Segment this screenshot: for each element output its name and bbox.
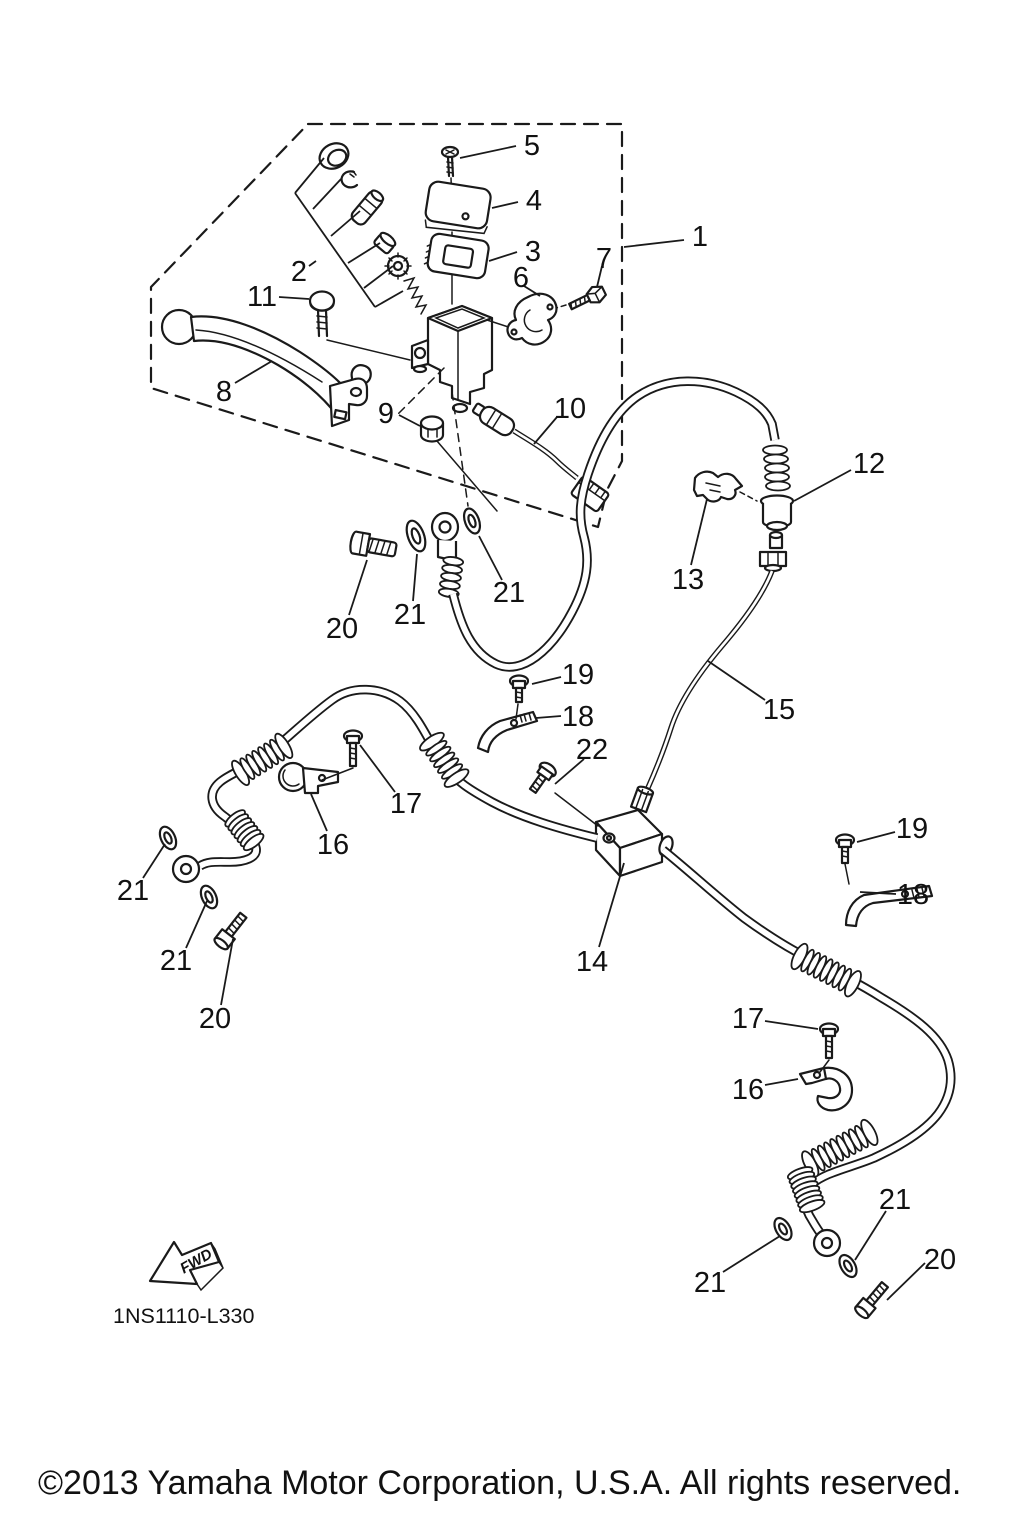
leader-line-part-19 [532,677,561,684]
callout-10-9: 10 [553,393,587,425]
leader-line-part-21 [413,554,417,601]
leader-line-part-4 [492,202,518,208]
callout-1-0: 1 [691,221,709,253]
banjo-joint-top [349,506,483,598]
part-6-handlebar-clamp [507,294,556,345]
spring [404,278,426,314]
leader-line-part-13 [691,499,707,565]
callout-17-24: 17 [731,1003,765,1035]
leader-line-part-8 [235,361,272,383]
callout-20-27: 20 [198,1003,232,1035]
part-16-clamp-right [800,1068,852,1111]
fwd-arrow-icon [150,1242,223,1290]
leader-line-part-15 [708,661,765,700]
callout-6-5: 6 [512,262,530,294]
washer-21-top-right [461,506,483,535]
leader-line-part-12 [794,470,851,501]
part-15-brake-pipe [628,571,772,822]
callout-8-7: 8 [215,376,233,408]
hose-eyelet-top [432,513,458,561]
leader-line-part-2 [295,158,324,193]
part-7-bolt [556,283,608,314]
leader-line-part-21 [855,1211,886,1260]
banjo-joint-left [157,824,250,951]
callout-5-4: 5 [523,130,541,162]
callout-21-20: 21 [393,599,427,631]
callout-19-26: 19 [895,813,929,845]
leader-line-part-1 [624,240,684,247]
part-8-brake-lever [162,310,371,426]
leader-line-part-17 [360,745,395,792]
callout-21-29: 21 [159,945,193,977]
callout-7-6: 7 [595,243,613,275]
callout-21-31: 21 [878,1184,912,1216]
callout-11-10: 11 [246,281,278,313]
hose-corrugation [788,942,864,999]
star-washer [385,253,411,279]
copyright-text: ©2013 Yamaha Motor Corporation, U.S.A. All rights reserved. [38,1464,962,1502]
leader-line-part-2 [364,266,393,288]
part-2-cylinder-kit [315,138,426,314]
leader-line-part-14 [599,863,624,947]
leader-line-part-21 [723,1236,780,1272]
leader-line-part-2 [313,179,341,209]
part-13-clip [694,472,757,502]
callout-21-32: 21 [693,1267,727,1299]
callout-14-13: 14 [575,946,609,978]
part-3-diaphragm-plate [424,232,490,279]
callout-22-22: 22 [575,734,609,766]
leader-line-part-20 [887,1263,925,1300]
leader-line-part-5 [460,146,516,158]
part-17-bolt-right [820,1024,838,1073]
callout-12-11: 12 [852,448,886,480]
part-10-brake-switch [470,400,609,513]
callout-17-16: 17 [389,788,423,820]
part-20-union-bolt-right [853,1280,891,1321]
callout-16-15: 16 [316,829,350,861]
callout-15-14: 15 [762,694,796,726]
hose-neck-corrugation [438,556,463,598]
leader-line-part-16 [311,794,327,831]
washer-21-top-left [403,518,429,554]
part-18-holder-top [478,712,537,752]
leader-line-part-21 [143,844,165,878]
callout-2-1: 2 [290,256,308,288]
callout-18-17: 18 [561,701,595,733]
callout-18-25: 18 [896,879,930,911]
left-front-hose [157,690,597,952]
right-rear-hose [663,850,951,1320]
hose-spring-guard [786,1165,825,1215]
fwd-label: FWD [177,1245,216,1278]
callout-19-18: 19 [561,659,595,691]
leader-line-part-3 [489,252,517,261]
leader-line-part-2 [348,243,380,263]
leader-line-part-21 [479,536,502,580]
leader-line-part-9 [399,415,420,426]
leader-line-part-11 [279,297,309,299]
callout-20-19: 20 [325,613,359,645]
part-19-bolt-top [510,676,528,720]
leader-line-part-2 [309,261,316,266]
part-9-nut [421,417,497,512]
leader-line-part-20 [349,560,367,615]
callout-20-30: 20 [923,1244,957,1276]
leader-line-part-2 [375,291,403,307]
leader-line-part-19 [857,832,895,842]
part-20-union-bolt-top [349,531,398,561]
leader-line-part-16 [765,1079,798,1085]
leader-line-part-17 [765,1021,818,1029]
callout-16-23: 16 [731,1074,765,1106]
callout-13-12: 13 [671,564,705,596]
callout-3-2: 3 [524,236,542,268]
callout-4-3: 4 [525,185,543,217]
callout-21-21: 21 [492,577,526,609]
callout-21-28: 21 [116,875,150,907]
callout-9-8: 9 [377,398,395,430]
pipe-flare-fitting [760,532,786,571]
master-cylinder-body [398,306,527,506]
diagram-part-code: 1NS1110-L330 [113,1304,255,1328]
leader-line-part-18 [536,716,561,718]
part-11-lever-pivot-screw [310,292,410,361]
leader-line-part-21 [186,901,207,948]
part-14-hose-union [596,810,675,876]
leader-line-part-2 [331,211,360,236]
part-19-bolt-right [836,835,854,885]
part-12-hose-fitting [761,446,793,531]
